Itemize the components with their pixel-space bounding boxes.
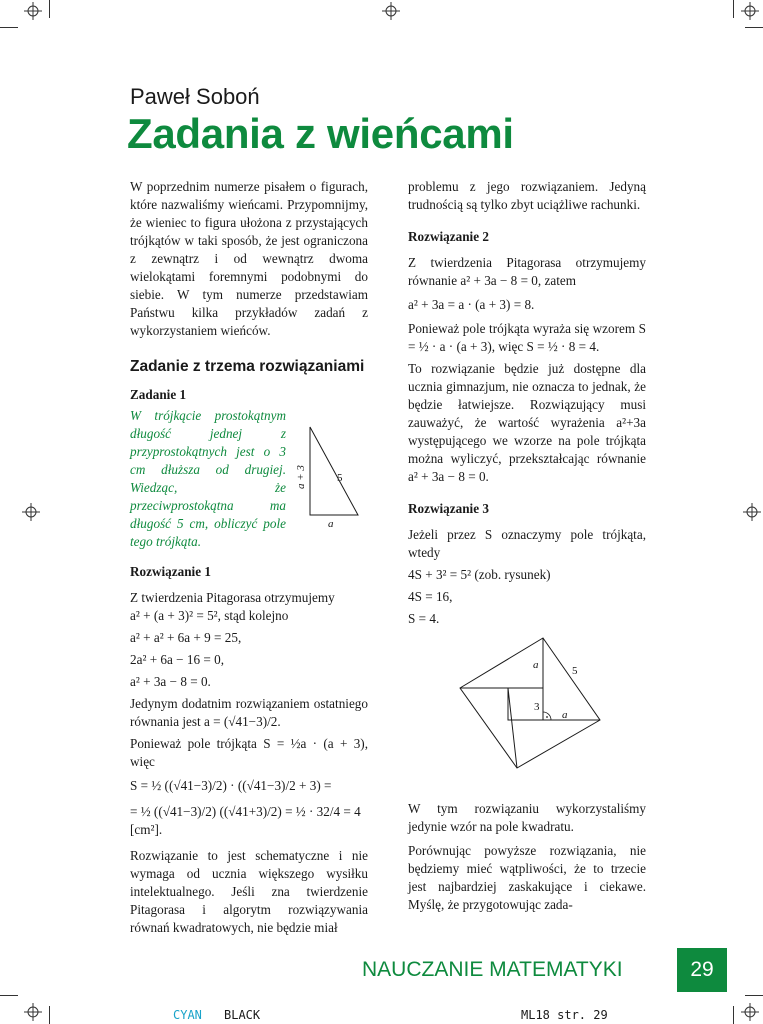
- right-column: [408, 178, 646, 914]
- figure2-label-5: 5: [572, 665, 578, 677]
- color-label-black: BLACK: [224, 1008, 261, 1022]
- print-reference: ML18 str. 29: [521, 1008, 608, 1022]
- journal-name: NAUCZANIE MATEMATYKI: [362, 958, 623, 981]
- solution1-line: a² + 3a − 8 = 0.: [130, 674, 211, 689]
- article-title: Zadania z wieńcami: [127, 110, 514, 157]
- final-paragraph: W tym rozwiązaniu wykorzystaliśmy jedynie wzór na pole kwadratu.: [408, 801, 646, 834]
- solution1-line: a² + (a + 3)² = 5², stąd kolejno: [130, 608, 289, 623]
- solution1-line: Jedynym dodatnim rozwiązaniem ostatniego równania jest a = (√41−3)/2.: [130, 696, 368, 729]
- task-text: W trójkącie prostokątnym długość jednej z przyprostokątnych jest o 3 cm dłuższa od drugiej. Wiedząc, że przeciwprostokątna ma długość 5 cm, obliczyć pole tego trójkąta.: [130, 408, 286, 549]
- registration-mark-icon: [24, 2, 42, 20]
- registration-mark-icon: [743, 503, 761, 521]
- registration-mark-icon: [741, 1003, 759, 1021]
- solution3-line: 4S + 3² = 5² (zob. rysunek): [408, 567, 551, 582]
- task-heading: Zadanie 1: [130, 387, 187, 402]
- closing-paragraph: Rozwiązanie to jest schematyczne i nie wymaga od ucznia większego wysiłku intelektualnego. Jeśli zna twierdzenie Pitagorasa i algorytm rozwiązywania równań kwadratowych, nie będzie miał: [130, 848, 368, 935]
- solution2-paragraph: Z twierdzenia Pitagorasa otrzymujemy równanie a² + 3a − 8 = 0, zatem: [408, 255, 646, 288]
- solution1-line: Ponieważ pole trójkąta S = ½a · (a + 3), więc: [130, 736, 368, 769]
- figure2-label-3: 3: [534, 701, 540, 713]
- solution3-line: 4S = 16,: [408, 589, 453, 604]
- crop-mark: [733, 1006, 734, 1024]
- page-number: 29: [677, 948, 727, 992]
- figure2-label-a-right: a: [562, 709, 568, 721]
- crop-mark: [0, 27, 18, 28]
- intro-paragraph: W poprzednim numerze pisałem o figurach, które nazwaliśmy wieńcami. Przypomnijmy, że wieniec to figura ułożona z przystających trójkątów w taki sposób, że jest ograniczona z zewnątrz i od wewnątrz dwoma wielokątami foremnymi podobnymi do siebie. W tym numerze przedstawiam Państwu kilka przykładów zadań z wykorzystaniem wieńców.: [130, 179, 368, 338]
- registration-mark-icon: [382, 2, 400, 20]
- solution2-paragraph: Ponieważ pole trójkąta wyraża się wzorem S = ½ · a · (a + 3), więc S = ½ · 8 = 4.: [408, 321, 646, 354]
- right-triangle-figure: [295, 419, 378, 530]
- solution3-line: S = 4.: [408, 611, 440, 626]
- author-name: Paweł Soboń: [130, 84, 260, 109]
- solution1-line: a² + a² + 6a + 9 = 25,: [130, 630, 242, 645]
- figure1-label-base: a: [328, 518, 334, 530]
- crop-mark: [49, 0, 50, 18]
- left-column: [130, 178, 368, 937]
- registration-mark-icon: [22, 503, 40, 521]
- task-block: [130, 407, 368, 551]
- crop-mark: [745, 995, 763, 996]
- solution2-heading: Rozwiązanie 2: [408, 229, 489, 244]
- figure2-label-a-top: a: [533, 659, 539, 671]
- continuation-paragraph: problemu z jego rozwiązaniem. Jedyną trudnością są tylko zbyt uciążliwe rachunki.: [408, 179, 646, 212]
- crop-mark: [49, 1006, 50, 1024]
- solution2-paragraph: To rozwiązanie będzie już dostępne dla ucznia gimnazjum, nie oznacza to jednak, że będzie łatwiejsze. Rozwiązujący musi zauważyć, że wartość wyrażenia a²+3a występującego we wzorze na pole trójkąta można wyliczyć, przekształcając równanie a² + 3a − 8 = 0.: [408, 361, 646, 484]
- solution1-line: = ½ ((√41−3)/2) ((√41+3)/2) = ½ · 32/4 = 4 [cm²].: [130, 804, 361, 837]
- solution1-line: 2a² + 6a − 16 = 0,: [130, 652, 225, 667]
- crop-mark: [733, 0, 734, 18]
- crop-mark: [745, 27, 763, 28]
- registration-mark-icon: [24, 1003, 42, 1021]
- registration-mark-icon: [741, 2, 759, 20]
- solution3-heading: Rozwiązanie 3: [408, 501, 489, 516]
- final-paragraph: Porównując powyższe rozwiązania, nie będziemy mieć wątpliwości, że to trzecie jest najbardziej zaskakujące i ciekawe. Myślę, że przygotowując zada-: [408, 843, 646, 912]
- figure1-label-hyp: 5: [337, 472, 343, 484]
- color-label-cyan: CYAN: [173, 1008, 202, 1022]
- solution1-line: S = ½ ((√41−3)/2) · ((√41−3)/2 + 3) =: [130, 778, 332, 793]
- figure1-label-side: a + 3: [295, 465, 307, 489]
- solution2-equation: a² + 3a = a · (a + 3) = 8.: [408, 297, 535, 312]
- solution3-paragraph: Jeżeli przez S oznaczymy pole trójkąta, wtedy: [408, 527, 646, 560]
- solution1-line: Z twierdzenia Pitagorasa otrzymujemy: [130, 590, 335, 605]
- solution1-heading: Rozwiązanie 1: [130, 564, 211, 579]
- crop-mark: [0, 995, 18, 996]
- wreath-square-figure: [408, 638, 646, 788]
- section-heading: Zadanie z trzema rozwiązaniami: [130, 358, 365, 375]
